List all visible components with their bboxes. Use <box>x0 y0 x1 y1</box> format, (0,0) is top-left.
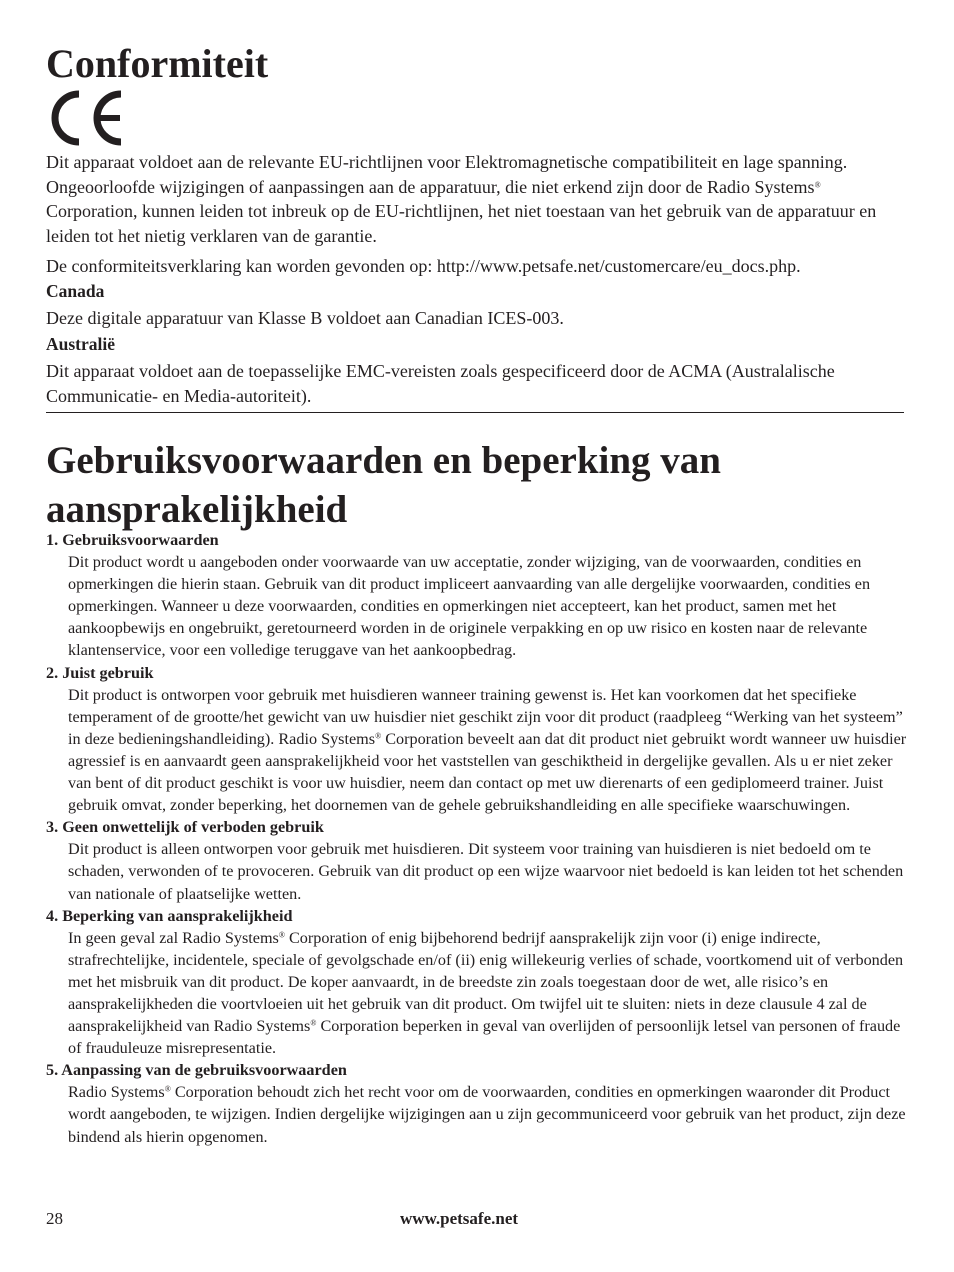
page-number: 28 <box>46 1209 63 1228</box>
canada-heading: Canada <box>46 281 105 301</box>
conformity-title: Conformiteit <box>46 41 269 86</box>
ce-mark-icon <box>48 90 128 146</box>
terms-section-3-heading: 3. Geen onwettelijk of verboden gebruik <box>46 818 324 837</box>
canada-text: Deze digitale apparatuur van Klasse B voldoet aan Canadian ICES-003. <box>46 308 564 328</box>
terms-section-3-text: Dit product is alleen ontworpen voor gebruik met huisdieren. Dit systeem voor training van huisdieren is niet bedoeld om te schaden, verwonden of te provoceren. Gebruik van dit product op een wijze waarvoor niet bedoeld is kan leiden tot het schenden van nationale of plaatselijke wetten. <box>68 840 904 903</box>
australia-heading: Australië <box>46 334 116 354</box>
terms-title: Gebruiksvoorwaarden en beperking van aansprakelijkheid <box>46 439 721 531</box>
conformity-paragraph: Dit apparaat voldoet aan de relevante EU-richtlijnen voor Elektromagnetische compatibiliteit en lage spanning. Ongeoorloofde wijzigingen of aanpassingen aan de apparatuur, die niet erkend zijn door de Radio Systems® Corporation, kunnen leiden tot inbreuk op de EU-richtlijnen, het niet toestaan van het gebruik van de apparatuur en leiden tot het nietig verklaren van de garantie. <box>46 152 877 246</box>
terms-section-4-text: In geen geval zal Radio Systems® Corporation of enig bijbehorend bedrijf aansprakelijk zijn voor (i) enige indirecte, strafrechtelijke, incidentele, speciale of gevolgschade en/of (ii) enig willekeurig verlies of schade, voortkomend uit of verbonden met het misbruik van dit product. De koper aanvaardt, in de breedste zin zoals toegestaan door de wet, alle risico’s en aansprakelijkheden die voortvloeien uit het gebruik van dit product. Om twijfel uit te sluiten: niets in deze clausule 4 zal de aansprakelijkheid van Radio Systems® Corporation beperken in geval van overlijden of persoonlijk letsel van personen of fraude of frauduleuze misrepresentatie. <box>68 928 904 1058</box>
conformity-declaration: De conformiteitsverklaring kan worden gevonden op: http://www.petsafe.net/customercare/eu_docs.php. <box>46 256 801 276</box>
terms-section-1-text: Dit product wordt u aangeboden onder voorwaarde van uw acceptatie, zonder wijziging, van de voorwaarden, condities en opmerkingen die hierin staan. Gebruik van dit product impliceert aanvaarding van alle dergelijke voorwaarden, condities en opmerkingen. Wanneer u deze voorwaarden, condities en opmerkingen niet accepteert, kan het product, samen met het aankoopbewijs en ongebruikt, geretourneerd worden in de originele verpakking en op uw risico en kosten naar de relevante klantenservice, voor een volledige teruggave van het aankoopbedrag. <box>68 553 871 660</box>
terms-section-2-text: Dit product is ontworpen voor gebruik met huisdieren wanneer training gewenst is. Het kan voorkomen dat het specifieke temperament of de grootte/het gewicht van uw huisdier niet geschikt zijn voor dit product (raadpleeg “Werking van het systeem” in deze bedieningshandleiding). Radio Systems® Corporation beveelt aan dat dit product niet gebruikt wordt wanneer uw huisdier agressief is en aanvaardt geen aansprakelijkheid voor het vaststellen van geschiktheid in dergelijke gevallen. Als u er niet zeker van bent of dit product geschikt is voor uw huisdier, neem dan contact op met uw dierenarts of een gediplomeerd trainer. Juist gebruik omvat, zonder beperking, het doornemen van de gehele gebruikshandleiding en alle specifieke waarschuwingen. <box>68 685 907 815</box>
page-footer <box>46 1209 906 1233</box>
australia-text: Dit apparaat voldoet aan de toepasselijke EMC-vereisten zoals gespecificeerd door de ACMA (Australalische Communicatie- en Media-autoriteit). <box>46 361 835 406</box>
terms-list <box>46 529 912 1148</box>
terms-section-2-heading: 2. Juist gebruik <box>46 663 154 682</box>
terms-section-4-heading: 4. Beperking van aansprakelijkheid <box>46 906 293 925</box>
section-divider <box>46 412 904 413</box>
footer-url: www.petsafe.net <box>400 1209 519 1228</box>
terms-section-5-text: Radio Systems® Corporation behoudt zich het recht voor om de voorwaarden, condities en opmerkingen waaronder dit Product wordt aangeboden, te wijzigen. Indien dergelijke wijzigingen aan u zijn gecommuniceerd voor gebruik van het product, zijn deze bindend als hierin opgenomen. <box>68 1083 906 1146</box>
terms-section-1-heading: 1. Gebruiksvoorwaarden <box>46 531 219 549</box>
terms-section-5-heading: 5. Aanpassing van de gebruiksvoorwaarden <box>46 1061 347 1080</box>
